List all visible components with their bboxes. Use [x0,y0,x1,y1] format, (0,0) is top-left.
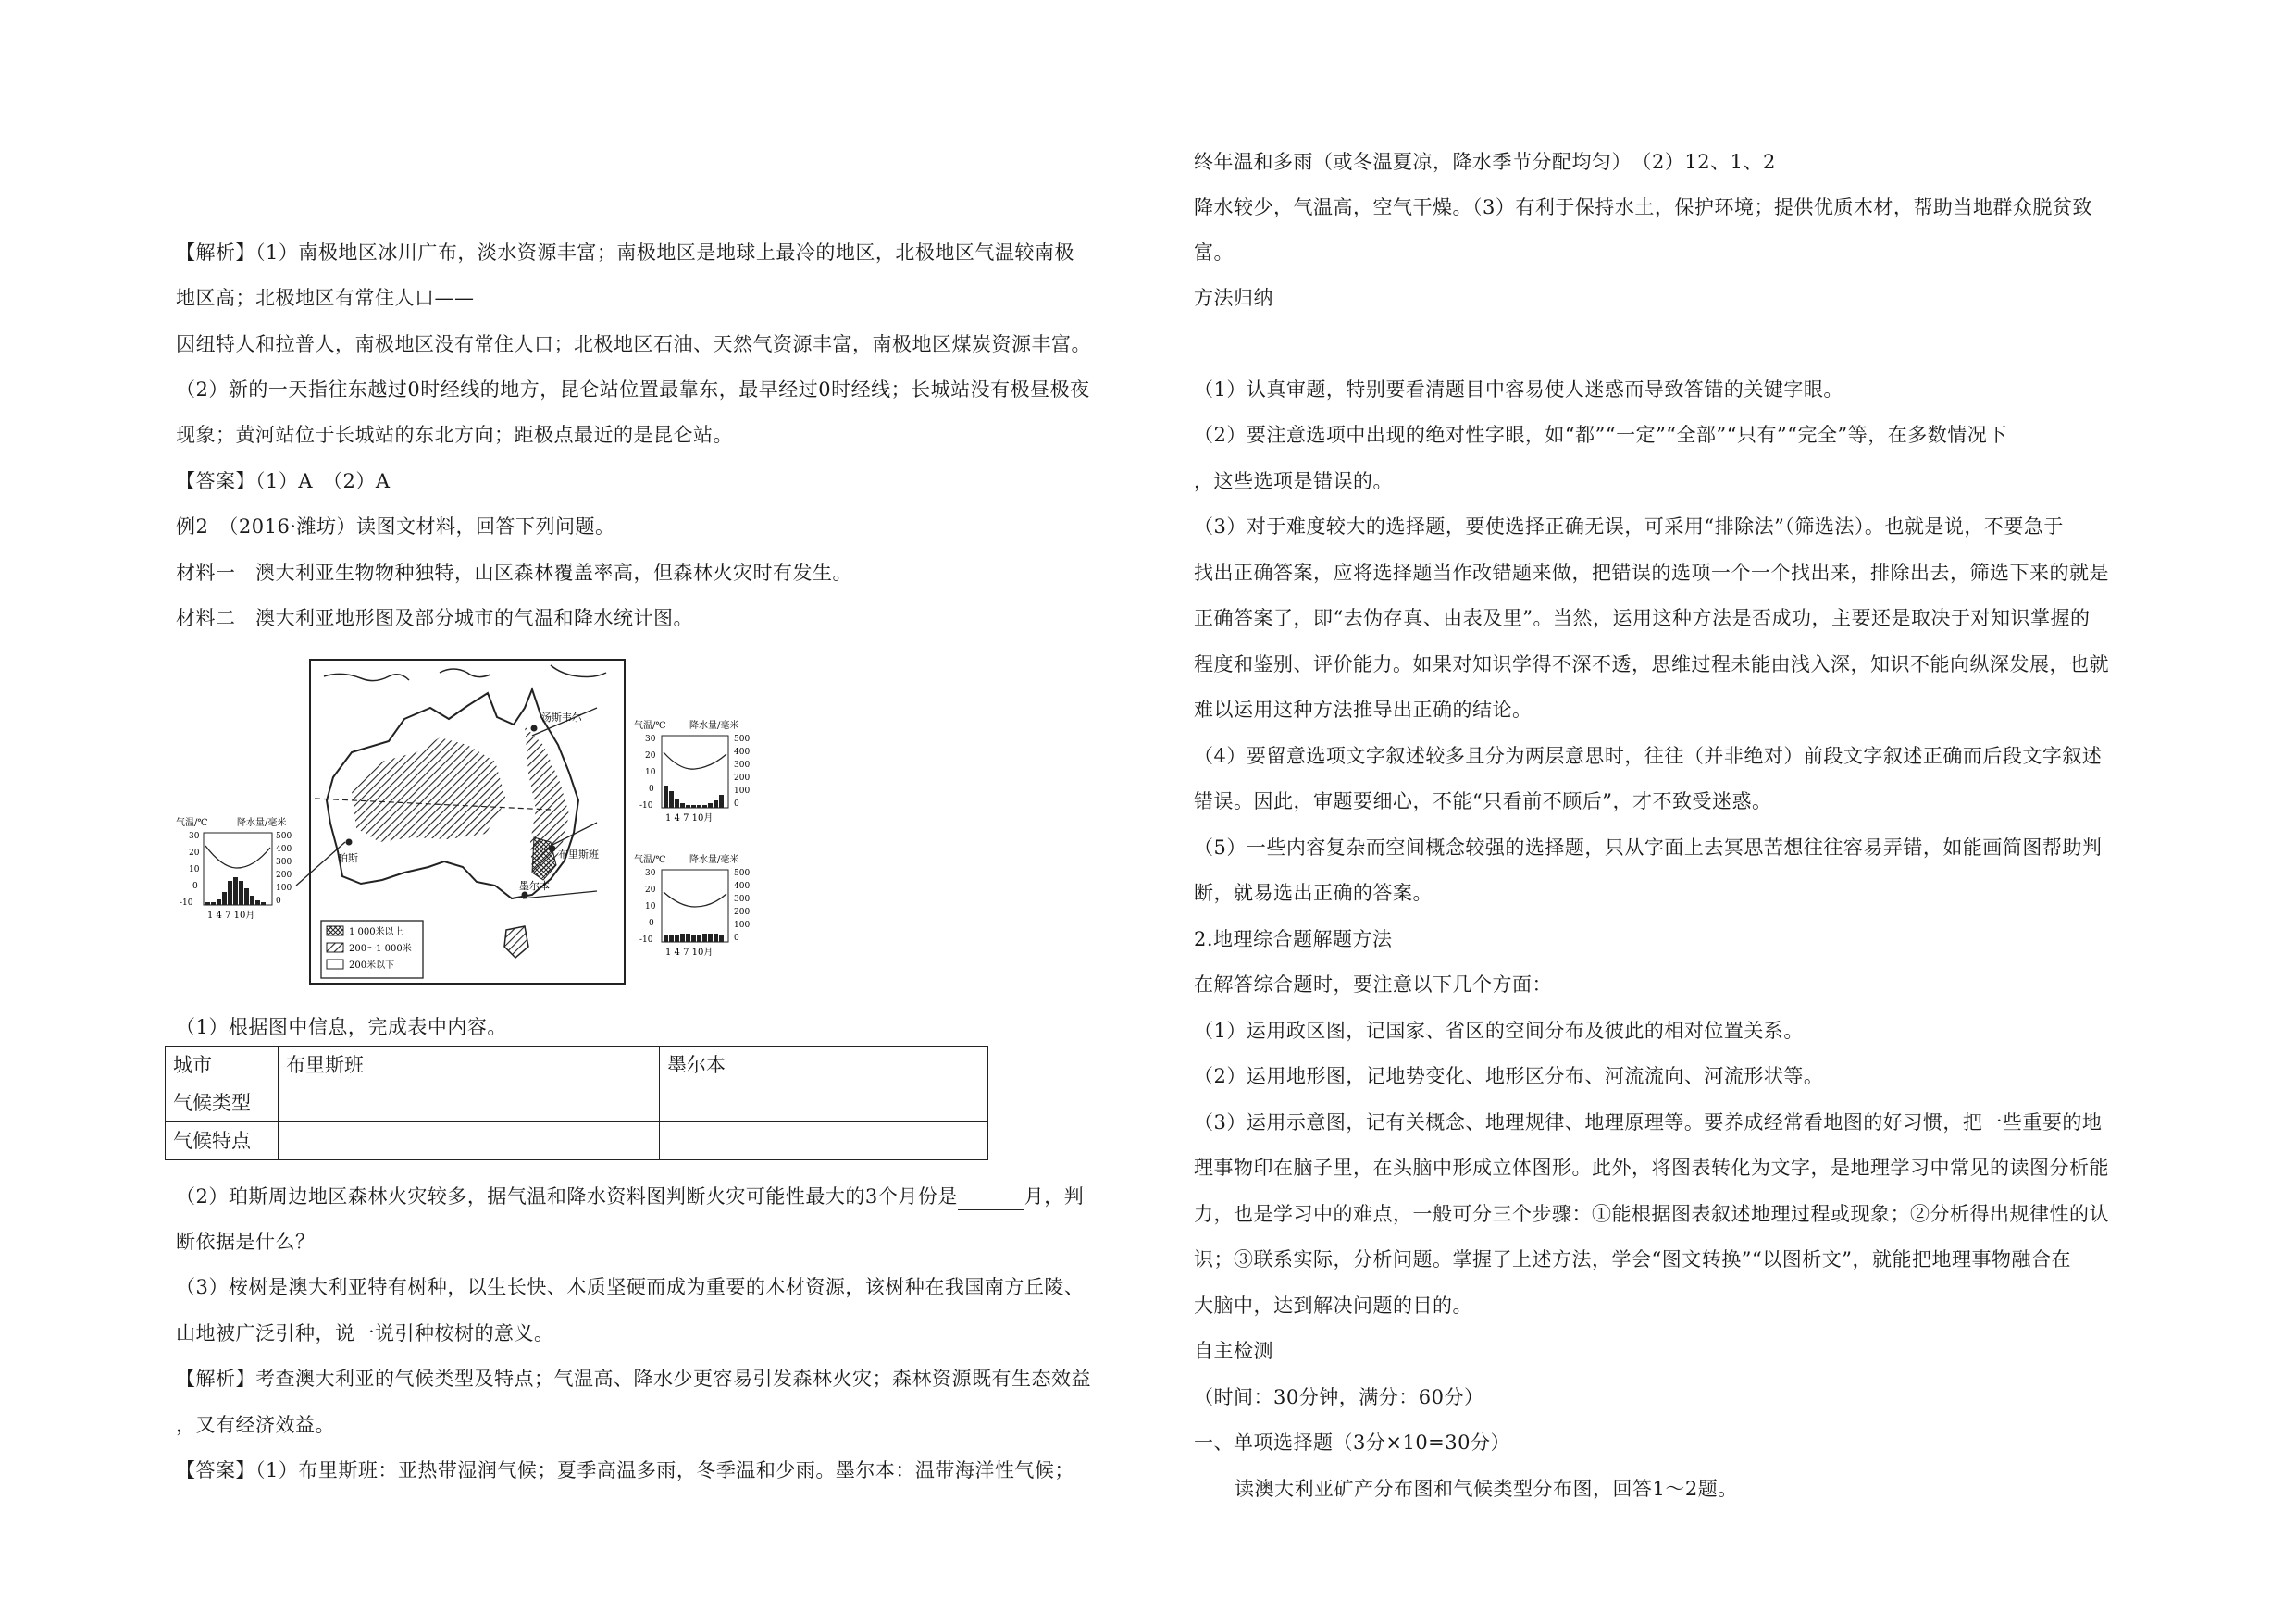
svg-text:气温/℃: 气温/℃ [634,721,666,731]
method-4: （4）要留意选项文字叙述较多且分为两层意思时，往往（并非绝对）前段文字叙述正确而后段文字叙述 [1194,745,2103,767]
svg-text:气温/℃: 气温/℃ [176,818,208,828]
right-line-3: 富。 [1194,242,1234,264]
svg-text:降水量/毫米: 降水量/毫米 [237,818,287,828]
city-brisbane: 布里斯班 [558,849,599,861]
method-3-cont: 程度和鉴别、评价能力。如果对知识学得不深不透，思维过程未能由浅入深，知识不能向纵深发展，也就 [1194,653,2109,675]
svg-text:20: 20 [189,849,200,858]
svg-text:-10: -10 [639,935,653,945]
method-3-cont: 找出正确答案，应将选择题当作改错题来做，把错误的选项一个一个找出来，排除出去，筛选下来的就是 [1194,562,2109,584]
city-perth: 珀斯 [338,852,358,864]
svg-text:0: 0 [649,919,654,928]
svg-text:300: 300 [734,761,751,770]
tip-3-cont: 识；③联系实际，分析问题。掌握了上述方法，学会“图文转换”“以图析文”，就能把地理事物融合在 [1194,1248,2071,1270]
question-3-cont: 山地被广泛引种，说一说引种桉树的意义。 [176,1322,554,1344]
svg-text:0: 0 [734,934,739,943]
material-1: 材料一 澳大利亚生物物种独特，山区森林覆盖率高，但森林火灾时有发生。 [176,562,852,584]
svg-text:-10: -10 [180,898,193,908]
method-5-cont: 断，就易选出正确的答案。 [1194,882,1433,904]
table-cell[interactable] [660,1084,988,1122]
table-cell: 气候特点 [166,1122,279,1160]
table-cell[interactable] [279,1122,660,1160]
answer-2: 【答案】（1）布里斯班：亚热带湿润气候；夏季高温多雨，冬季温和少雨。墨尔本：温带海洋性气候； [176,1459,1074,1481]
method-heading: 方法归纳 [1194,287,1273,309]
analysis-2: 【解析】考查澳大利亚的气候类型及特点；气温高、降水少更容易引发森林火灾；森林资源既有生态效益 [176,1368,1091,1390]
city-townsville: 汤斯韦尔 [541,712,582,724]
svg-text:0: 0 [192,882,198,891]
analysis-line-4: （2）新的一天指往东越过0时经线的地方，昆仑站位置最靠东，最早经过0时经线；长城站没有极昼极夜 [176,378,1090,401]
svg-text:100: 100 [734,787,751,796]
method-4-cont: 错误。因此，审题要细心，不能“只看前不顾后”，才不致受迷惑。 [1194,790,1772,812]
climate-chart-townsville [634,717,754,828]
svg-text:10: 10 [645,768,656,777]
question-2: （2）珀斯周边地区森林火灾较多，据气温和降水资料图判断火灾可能性最大的3个月份是 月，判 [176,1183,1084,1210]
method-1: （1）认真审题，特别要看清题目中容易使人迷惑而导致答错的关键字眼。 [1194,378,1843,401]
self-test-heading: 自主检测 [1194,1340,1273,1362]
svg-text:100: 100 [734,921,751,930]
table-header: 城市 [166,1047,279,1084]
material-2: 材料二 澳大利亚地形图及部分城市的气温和降水统计图。 [176,607,693,629]
svg-text:400: 400 [734,748,751,757]
svg-text:20: 20 [645,751,656,761]
table-cell: 气候类型 [166,1084,279,1122]
svg-text:10: 10 [645,902,656,911]
svg-text:30: 30 [189,832,200,841]
tip-3: （3）运用示意图，记有关概念、地理规律、地理原理等。要养成经常看地图的好习惯，把一些重要的地 [1194,1111,2103,1134]
svg-text:1 4 7 10月: 1 4 7 10月 [665,948,714,958]
svg-text:1 4 7 10月: 1 4 7 10月 [665,813,714,824]
table-row [166,1047,988,1084]
tip-2: （2）运用地形图，记地势变化、地形区分布、河流流向、河流形状等。 [1194,1065,1824,1087]
climate-table [165,1046,988,1160]
method-5: （5）一些内容复杂而空间概念较强的选择题，只从字面上去冥思苦想往往容易弄错，如能画简图帮助判 [1194,836,2103,859]
svg-text:1 000米以上: 1 000米以上 [349,927,403,937]
svg-text:10: 10 [189,865,200,874]
svg-text:500: 500 [276,832,292,841]
svg-text:200米以下: 200米以下 [349,960,395,971]
question-2-cont: 断依据是什么？ [176,1231,316,1253]
svg-text:400: 400 [276,845,292,854]
svg-text:100: 100 [276,884,292,893]
analysis-line-5: 现象；黄河站位于长城站的东北方向；距极点最近的是昆仑站。 [176,424,733,446]
analysis-line-1: 【解析】（1）南极地区冰川广布，淡水资源丰富；南极地区是地球上最冷的地区，北极地区气温较南极 [176,242,1074,264]
svg-text:0: 0 [649,785,654,794]
answer-blank[interactable] [958,1189,1024,1210]
example2-title: 例2 （2016·潍坊）读图文材料，回答下列问题。 [176,515,615,538]
mcq-heading: 一、单项选择题（3分×10=30分） [1194,1431,1510,1454]
analysis-line-2: 地区高；北极地区有常住人口—— [176,287,475,309]
tip-3-cont: 力，也是学习中的难点，一般可分三个步骤：①能根据图表叙述地理过程或现象；②分析得出规律性的认 [1194,1203,2109,1225]
svg-text:500: 500 [734,735,751,744]
svg-text:400: 400 [734,882,751,891]
tip-3-cont: 理事物印在脑子里，在头脑中形成立体图形。此外，将图表转化为文字，是地理学习中常见的读图分析能 [1194,1157,2109,1179]
mcq-instruction: 读澳大利亚矿产分布图和气候类型分布图，回答1～2题。 [1235,1478,1738,1500]
svg-text:1 4 7 10月: 1 4 7 10月 [207,911,255,921]
method-2: （2）要注意选项中出现的绝对性字眼，如“都”“一定”“全部”“只有”“完全”等，在多数情况下 [1194,424,2007,446]
city-melbourne: 墨尔本 [519,880,550,892]
svg-text:200: 200 [276,871,292,880]
climate-chart-melbourne [634,851,754,962]
table-row [166,1122,988,1160]
svg-text:30: 30 [645,869,656,878]
right-line-2: 降水较少，气温高，空气干燥。（3）有利于保持水土，保护环境；提供优质木材，帮助当地群众脱贫致 [1194,196,2092,218]
question-1: （1）根据图中信息，完成表中内容。 [176,1016,507,1038]
svg-text:气温/℃: 气温/℃ [634,855,666,865]
question-3: （3）桉树是澳大利亚特有树种，以生长快、木质坚硬而成为重要的木材资源，该树种在我国南方丘陵、 [176,1276,1085,1298]
section-2-heading: 2.地理综合题解题方法 [1194,928,1393,950]
tip-1: （1）运用政区图，记国家、省区的空间分布及彼此的相对位置关系。 [1194,1020,1804,1042]
answer-line: 【答案】（1）A （2）A [176,470,391,492]
self-test-time: （时间：30分钟，满分：60分） [1194,1386,1484,1408]
section-2-intro: 在解答综合题时，要注意以下几个方面： [1194,973,1552,996]
climate-chart-perth [176,814,296,925]
svg-text:500: 500 [734,869,751,878]
right-line-1: 终年温和多雨（或冬温夏凉，降水季节分配均匀） （2）12、1、2 [1194,151,1776,173]
svg-text:30: 30 [645,735,656,744]
svg-text:300: 300 [734,895,751,904]
method-3-cont: 难以运用这种方法推导出正确的结论。 [1194,699,1533,721]
svg-text:-10: -10 [639,801,653,811]
svg-text:降水量/毫米: 降水量/毫米 [689,855,739,865]
svg-text:200～1 000米: 200～1 000米 [349,944,412,954]
table-cell[interactable] [660,1122,988,1160]
table-cell[interactable] [279,1084,660,1122]
analysis-2-cont: ，又有经济效益。 [176,1414,335,1436]
svg-text:20: 20 [645,886,656,895]
table-header: 墨尔本 [660,1047,988,1084]
method-3-cont: 正确答案了，即“去伪存真、由表及里”。当然，运用这种方法是否成功，主要还是取决于对知识掌握的 [1194,607,2091,629]
analysis-line-3: 因纽特人和拉普人，南极地区没有常住人口；北极地区石油、天然气资源丰富，南极地区煤炭资源丰富。 [176,333,1091,355]
svg-text:0: 0 [276,897,281,906]
table-header: 布里斯班 [279,1047,660,1084]
svg-text:降水量/毫米: 降水量/毫米 [689,721,739,731]
svg-text:300: 300 [276,858,292,867]
method-2-cont: ，这些选项是错误的。 [1194,470,1393,492]
svg-text:200: 200 [734,774,751,783]
table-row [166,1084,988,1122]
tip-3-cont: 大脑中，达到解决问题的目的。 [1194,1295,1472,1317]
svg-text:0: 0 [734,799,739,809]
svg-text:200: 200 [734,908,751,917]
method-3: （3）对于难度较大的选择题，要使选择正确无误，可采用“排除法”（筛选法）。也就是说，不要急于 [1194,515,2064,538]
